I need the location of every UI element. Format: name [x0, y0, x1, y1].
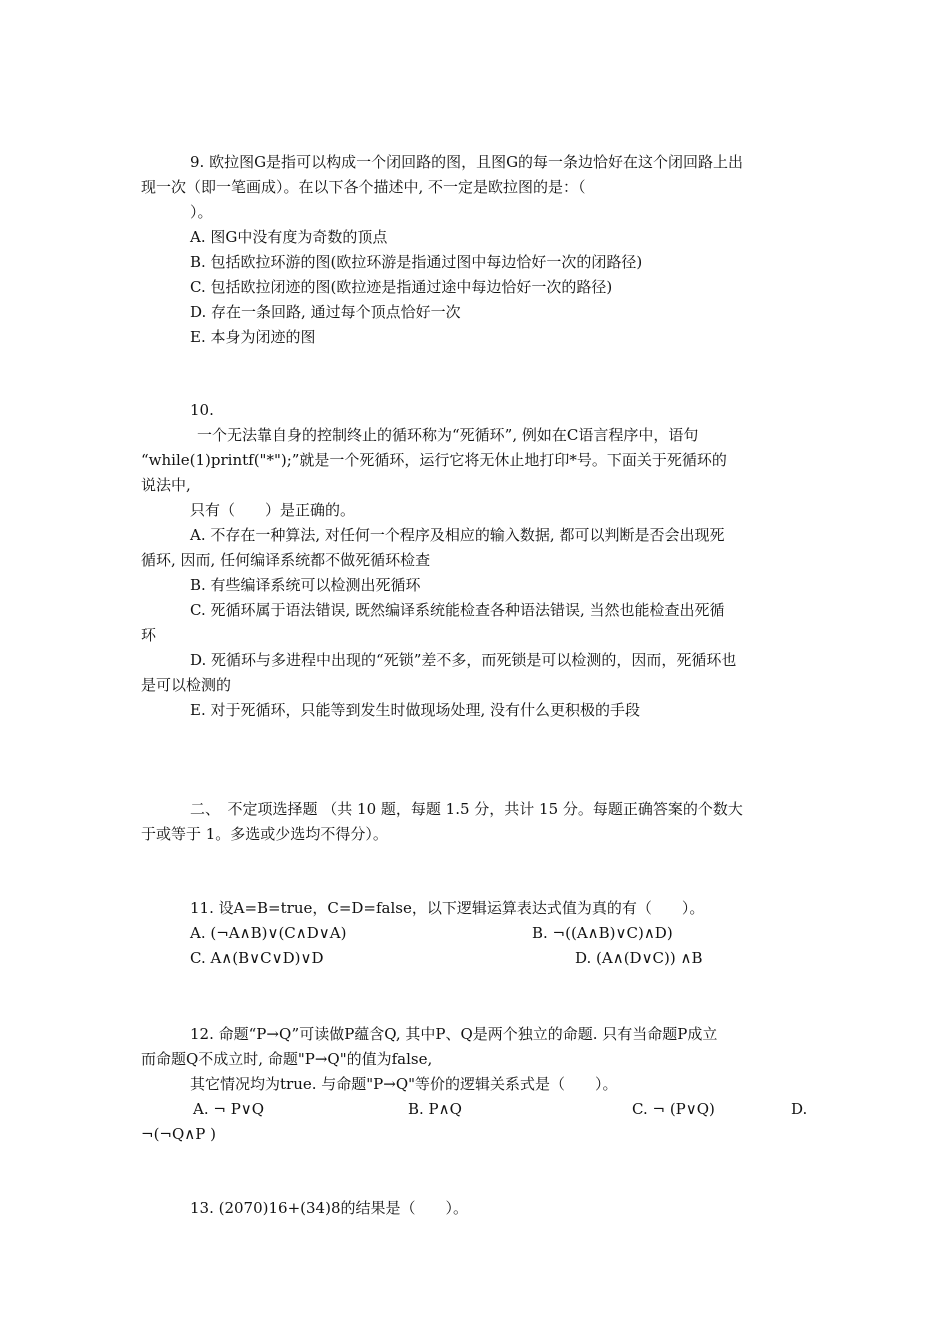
q10-option-a-line-2: 循环, 因而, 任何编译系统都不做死循环检查 — [141, 551, 431, 569]
q10-number: 10. — [190, 401, 214, 419]
q12-stem-line-2: 而命题Q不成立时, 命题"P→Q"的值为false, — [141, 1050, 433, 1068]
q11-option-a: A. (¬A∧B)∨(C∧D∨A) — [190, 924, 347, 942]
q12-option-d-expression: ¬(¬Q∧P ) — [141, 1125, 216, 1143]
q9-option-a: A. 图G中没有度为奇数的顶点 — [190, 228, 388, 246]
q11-option-d: D. (A∧(D∨C)) ∧B — [575, 949, 703, 967]
section-2-line-1: 二、 不定项选择题 （共 10 题，每题 1.5 分，共计 15 分。每题正确答案的个数大 — [190, 800, 743, 818]
q12-option-a: A. ¬ P∨Q — [193, 1100, 265, 1118]
q9-stem-line-1: 9. 欧拉图G是指可以构成一个闭回路的图，且图G的每一条边恰好在这个闭回路上出 — [190, 153, 744, 171]
q12-stem-line-3: 其它情况均为true. 与命题"P→Q"等价的逻辑关系式是（ ）。 — [190, 1075, 618, 1093]
q10-stem-line-2: “while(1)printf("*");”就是一个死循环，运行它将无休止地打印*号。下面关于死循环的 — [141, 451, 727, 469]
q9-option-e: E. 本身为闭迹的图 — [190, 328, 316, 346]
q12-option-c: C. ¬ (P∨Q) — [632, 1100, 715, 1118]
q10-option-d-line-1: D. 死循环与多进程中出现的“死锁”差不多，而死锁是可以检测的，因而，死循环也 — [190, 651, 737, 669]
q9-option-d: D. 存在一条回路, 通过每个顶点恰好一次 — [190, 303, 461, 321]
q10-stem-line-3: 说法中, — [141, 476, 191, 494]
q10-option-d-line-2: 是可以检测的 — [141, 676, 232, 694]
q11-option-b: B. ¬((A∧B)∨C)∧D) — [532, 924, 673, 942]
q9-stem-line-3: ）。 — [190, 203, 213, 221]
q12-option-b: B. P∧Q — [408, 1100, 462, 1118]
q9-stem-line-2: 现一次（即一笔画成）。在以下各个描述中, 不一定是欧拉图的是：（ — [141, 178, 586, 196]
q12-stem-line-1: 12. 命题“P→Q”可读做P蕴含Q, 其中P、Q是两个独立的命题. 只有当命题P成立 — [190, 1025, 718, 1043]
q10-option-e: E. 对于死循环，只能等到发生时做现场处理, 没有什么更积极的手段 — [190, 701, 641, 719]
q12-option-d-label: D. — [791, 1100, 808, 1118]
q10-option-b: B. 有些编译系统可以检测出死循环 — [190, 576, 421, 594]
q9-option-b: B. 包括欧拉环游的图(欧拉环游是指通过图中每边恰好一次的闭路径) — [190, 253, 643, 271]
q10-stem-line-1: 一个无法靠自身的控制终止的循环称为“死循环”, 例如在C语言程序中，语句 — [197, 426, 699, 444]
q10-stem-line-4: 只有（ ）是正确的。 — [190, 501, 356, 519]
q13-stem: 13. (2070)16+(34)8的结果是（ ）。 — [190, 1199, 468, 1217]
q11-option-c: C. A∧(B∨C∨D)∨D — [190, 949, 324, 967]
q11-stem: 11. 设A=B=true，C=D=false，以下逻辑运算表达式值为真的有（ ）。 — [190, 899, 705, 917]
q10-option-c-line-2: 环 — [141, 626, 157, 644]
q10-option-c-line-1: C. 死循环属于语法错误, 既然编译系统能检查各种语法错误, 当然也能检查出死循 — [190, 601, 725, 619]
q9-option-c: C. 包括欧拉闭迹的图(欧拉迹是指通过途中每边恰好一次的路径) — [190, 278, 613, 296]
q10-option-a-line-1: A. 不存在一种算法, 对任何一个程序及相应的输入数据, 都可以判断是否会出现死 — [190, 526, 725, 544]
section-2-line-2: 于或等于 1。多选或少选均不得分）。 — [141, 825, 388, 843]
